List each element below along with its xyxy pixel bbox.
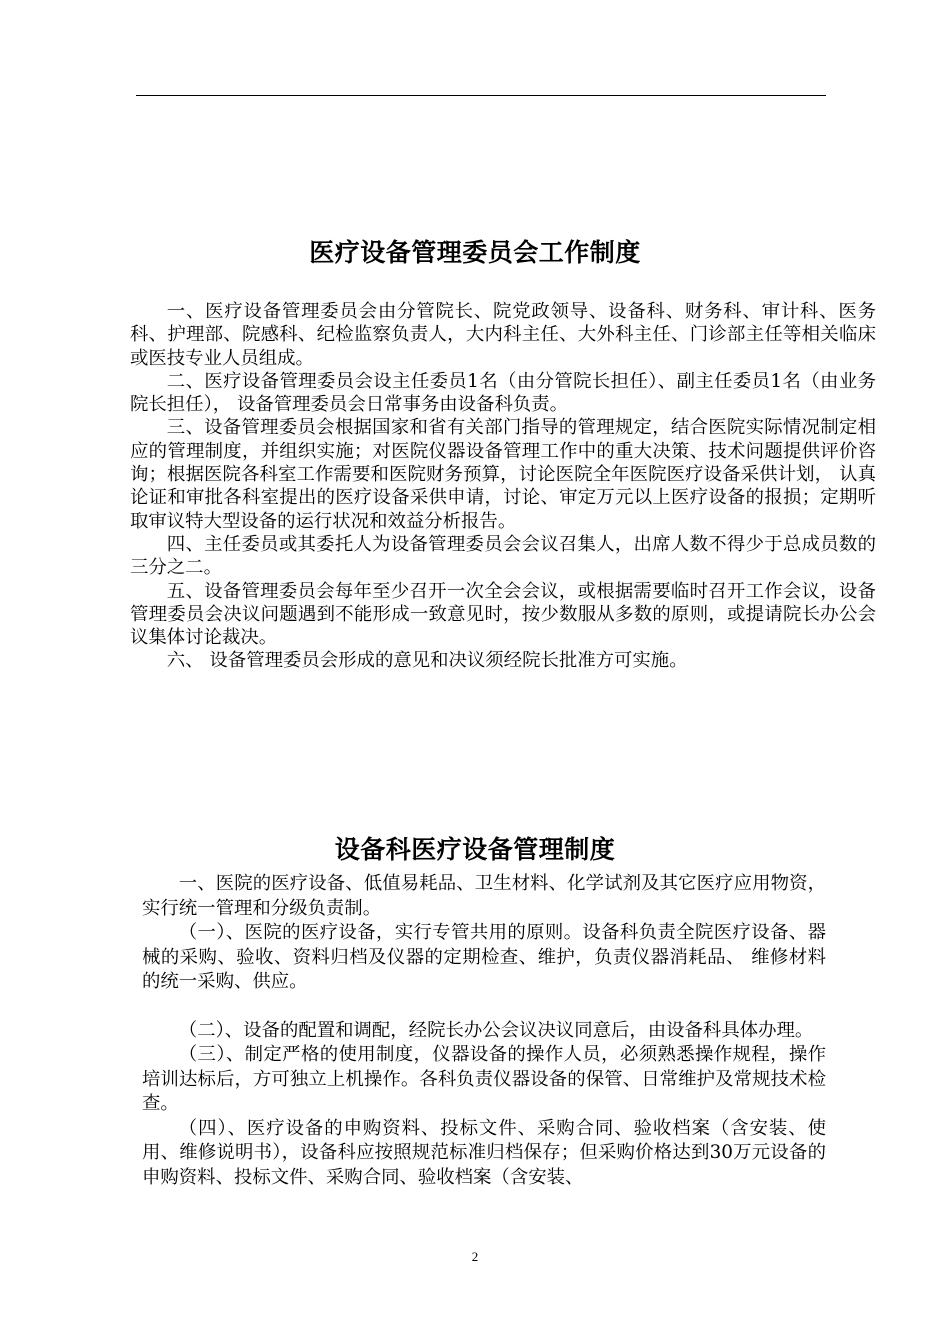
paragraph: 六、 设备管理委员会形成的意见和决议须经院长批准方可实施。 <box>166 650 688 672</box>
paragraph: 一、医院的医疗设备、低值易耗品、卫生材料、化学试剂及其它医疗应用物资，实行统一管理和分级负责制。 <box>142 873 826 919</box>
header-rule <box>136 95 826 96</box>
paragraph: 四、主任委员或其委托人为设备管理委员会会议召集人，出席人数不得少于总成员数的三分之二。 <box>130 533 876 579</box>
section-committee-rules <box>130 300 876 673</box>
paragraph: （三）、制定严格的使用制度，仪器设备的操作人员，必须熟悉操作规程，操作培训达标后，方可独立上机操作。各科负责仪器设备的保管、日常维护及常规技术检查。 <box>142 1044 826 1114</box>
paragraph: 五、设备管理委员会每年至少召开一次全会会议，或根据需要临时召开工作会议，设备管理委员会决议问题遇到不能形成一致意见时，按少数服从多数的原则，或提请院长办公会议集体讨论裁决。 <box>130 580 876 649</box>
paragraph: 二、医疗设备管理委员会设主任委员1名（由分管院长担任）、副主任委员1名（由业务院长担任）， 设备管理委员会日常事务由设备科负责。 <box>130 370 876 416</box>
section-title-committee: 医疗设备管理委员会工作制度 <box>309 238 641 267</box>
paragraph: 三、设备管理委员会根据国家和省有关部门指导的管理规定，结合医院实际情况制定相应的管理制度，并组织实施；对医院仪器设备管理工作中的重大决策、技术问题提供评价咨询；根据医院各科室工作需要和医院财务预算，讨论医院全年医院医疗设备采供计划， 认真论证和审批各科室提出的医疗设备采供申请，讨论、审定万元以上医疗设备的报损；定期听取审议特大型设备的运行状况和效益分析报告。 <box>130 417 876 532</box>
paragraph: （四）、医疗设备的申购资料、投标文件、采购合同、验收档案（含安装、使用、维修说明书），设备科应按照规范标准归档保存；但采购价格达到30万元设备的申购资料、投标文件、采购合同、验收档案（含安装、 <box>142 1117 826 1188</box>
page-number: 2 <box>471 1249 479 1264</box>
paragraph: （二）、设备的配置和调配，经院长办公会议决议同意后，由设备科具体办理。 <box>178 1019 814 1041</box>
section-title-equipment-dept: 设备科医疗设备管理制度 <box>334 835 616 864</box>
paragraph: （一）、医院的医疗设备，实行专管共用的原则。设备科负责全院医疗设备、器械的采购、验收、资料归档及仪器的定期检查、维护，负责仪器消耗品、 维修材料的统一采购、供应。 <box>142 922 826 992</box>
paragraph: 一、医疗设备管理委员会由分管院长、院党政领导、设备科、财务科、审计科、医务科、护理部、院感科、纪检监察负责人，大内科主任、大外科主任、门诊部主任等相关临床或医技专业人员组成。 <box>130 301 876 369</box>
section-equipment-rules <box>142 872 826 1190</box>
